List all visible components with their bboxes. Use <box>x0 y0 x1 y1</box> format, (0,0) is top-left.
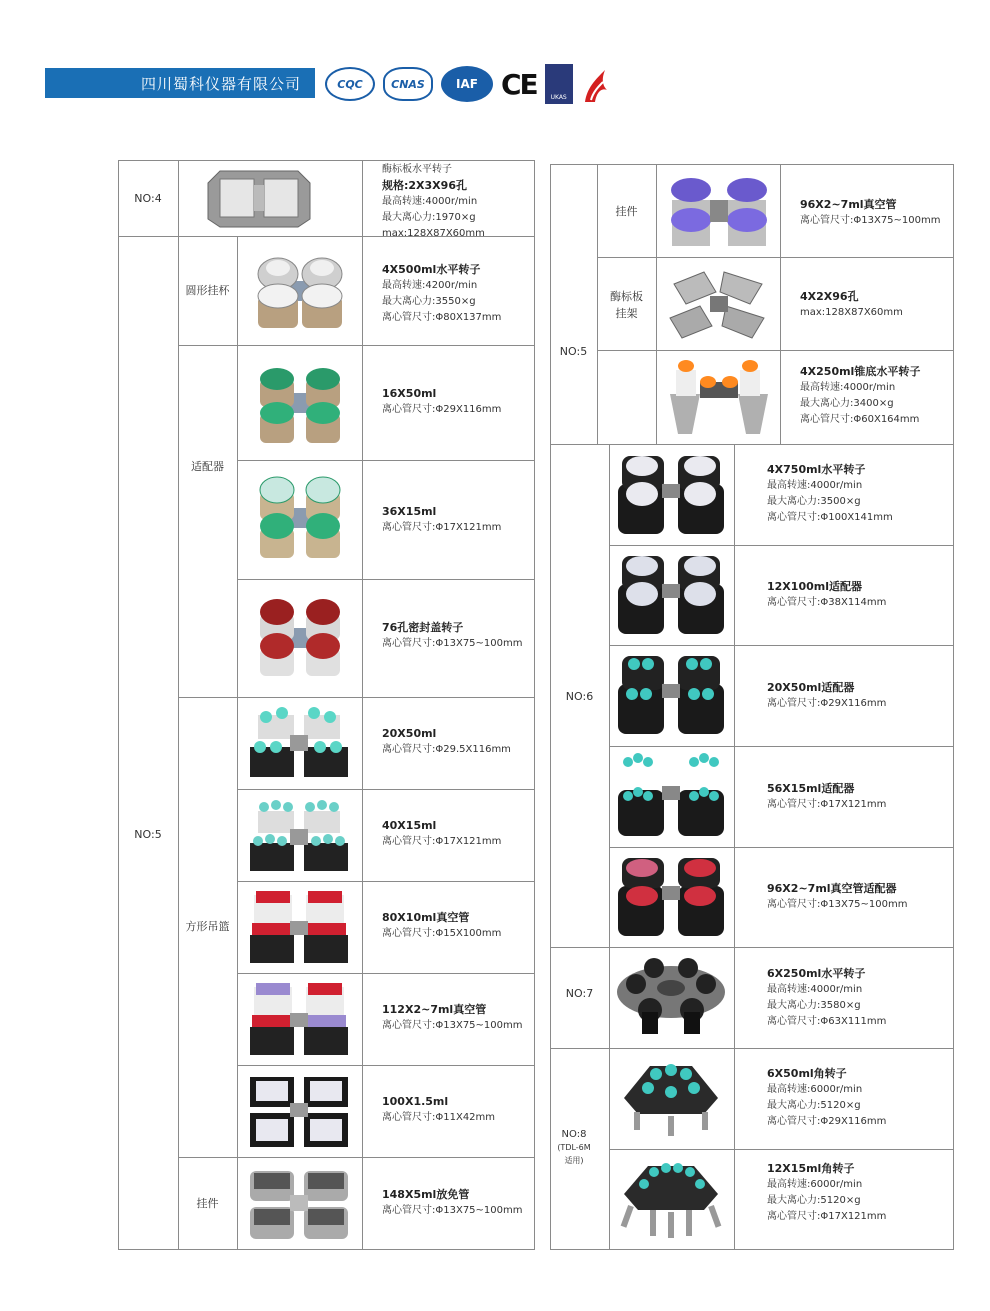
red-tube-basket-image <box>244 885 354 969</box>
company-name: 四川蜀科仪器有限公司 <box>140 75 301 93</box>
r-no7-label: NO:7 <box>565 987 594 1000</box>
black-bucket-cyan-image-20 <box>614 650 728 740</box>
left-row-desc: 80X10ml真空管 离心管尺寸:Φ15X100mm <box>382 911 502 939</box>
certification-logos <box>325 62 611 106</box>
r-group-hanger: 挂件 <box>615 205 638 218</box>
group-hanger: 挂件 <box>196 1197 219 1210</box>
iaf-logo: IAF <box>441 66 493 102</box>
no5-label: NO:5 <box>134 828 162 841</box>
plate-carrier-image <box>664 264 774 346</box>
left-row-desc: 100X1.5ml 离心管尺寸:Φ11X42mm <box>382 1095 496 1123</box>
round-bucket-rotor-image <box>248 246 352 336</box>
company-banner <box>45 68 315 98</box>
flame-logo <box>581 64 611 104</box>
right-row-desc: 6X50ml角转子 最高转速:6000r/min 最大离心力:5120×g 离心管尺寸:Φ29X116mm <box>767 1067 887 1127</box>
right-row-desc: 12X100ml适配器 离心管尺寸:Φ38X114mm <box>767 580 887 608</box>
group-round-bucket: 圆形挂杯 <box>185 284 230 297</box>
ukas-logo: UKAS <box>545 64 573 104</box>
r-no8-label: NO:8 (TDL-6M 适用) <box>557 1129 591 1165</box>
angle-rotor-6-image <box>614 1052 728 1142</box>
left-row-desc: 16X50ml 离心管尺寸:Φ29X116mm <box>382 387 502 415</box>
purple-tube-hanger-image <box>664 170 774 254</box>
black-bucket-red-image <box>614 852 728 942</box>
left-row-desc: 148X5ml放免管 离心管尺寸:Φ13X75~100mm <box>382 1188 523 1216</box>
white-microtube-basket-image <box>244 1069 354 1153</box>
left-row-desc: 36X15ml 离心管尺寸:Φ17X121mm <box>382 505 502 533</box>
right-row-desc: 96X2~7ml真空管 离心管尺寸:Φ13X75~100mm <box>800 198 941 226</box>
right-row-desc: 4X750ml水平转子 最高转速:4000r/min 最大离心力:3500×g 离心管尺寸:Φ100X141mm <box>767 463 893 523</box>
left-row-desc: 112X2~7ml真空管 离心管尺寸:Φ13X75~100mm <box>382 1003 523 1031</box>
r-no6-label: NO:6 <box>565 690 594 703</box>
r-no5-label: NO:5 <box>559 345 588 358</box>
black-bucket-white-image-100 <box>614 550 728 640</box>
cyan-basket-image-40 <box>244 795 354 877</box>
six-bucket-rotor-image <box>614 952 728 1042</box>
no4-desc: 酶标板水平转子 规格:2X3X96孔 最高转速:4000r/min 最大离心力:1970×g max:128X87X60mm <box>382 164 485 239</box>
angle-rotor-12-image <box>614 1154 728 1244</box>
group-square-basket: 方形吊篮 <box>185 920 230 933</box>
right-row-desc: 4X2X96孔 max:128X87X60mm <box>800 290 903 318</box>
left-row-desc: 20X50ml 离心管尺寸:Φ29.5X116mm <box>382 727 511 755</box>
right-row-desc: 12X15ml角转子 最高转速:6000r/min 最大离心力:5120×g 离心管尺寸:Φ17X121mm <box>767 1162 887 1222</box>
right-row-desc: 56X15ml适配器 离心管尺寸:Φ17X121mm <box>767 782 887 810</box>
group-adapter: 适配器 <box>191 460 224 473</box>
right-row-desc: 96X2~7ml真空管适配器 离心管尺寸:Φ13X75~100mm <box>767 882 908 910</box>
black-bucket-white-image-750 <box>614 450 728 540</box>
right-row-desc: 20X50ml适配器 离心管尺寸:Φ29X116mm <box>767 681 887 709</box>
orange-conical-rotor-image <box>664 352 774 442</box>
green-adapter-image-36 <box>248 468 352 568</box>
right-row-desc: 6X250ml水平转子 最高转速:4000r/min 最大离心力:3580×g 离心管尺寸:Φ63X111mm <box>767 967 887 1027</box>
ce-logo: CE <box>501 67 537 101</box>
r-group-plate-carrier: 酶标板 挂架 <box>610 290 643 320</box>
left-row-desc: 4X500ml水平转子 最高转速:4200r/min 最大离心力:3550×g 离心管尺寸:Φ80X137mm <box>382 263 502 323</box>
black-bucket-cyan-image-56 <box>614 750 728 842</box>
cnas-logo: CNAS <box>383 67 433 101</box>
grey-hanger-image <box>244 1161 354 1245</box>
no4-label: NO:4 <box>134 192 162 205</box>
right-row-desc: 4X250ml锥底水平转子 最高转速:4000r/min 最大离心力:3400×g 离心管尺寸:Φ60X164mm <box>800 365 921 425</box>
cyan-basket-image-20 <box>244 703 354 785</box>
left-row-desc: 40X15ml 离心管尺寸:Φ17X121mm <box>382 819 502 847</box>
cqc-logo: CQC <box>325 67 375 101</box>
left-row-desc: 76孔密封盖转子 离心管尺寸:Φ13X75~100mm <box>382 621 523 649</box>
green-adapter-image-16 <box>248 355 352 451</box>
plate-rotor-image <box>200 165 318 231</box>
red-sealed-rotor-image <box>248 590 352 686</box>
red-purple-tube-basket-image <box>244 977 354 1061</box>
